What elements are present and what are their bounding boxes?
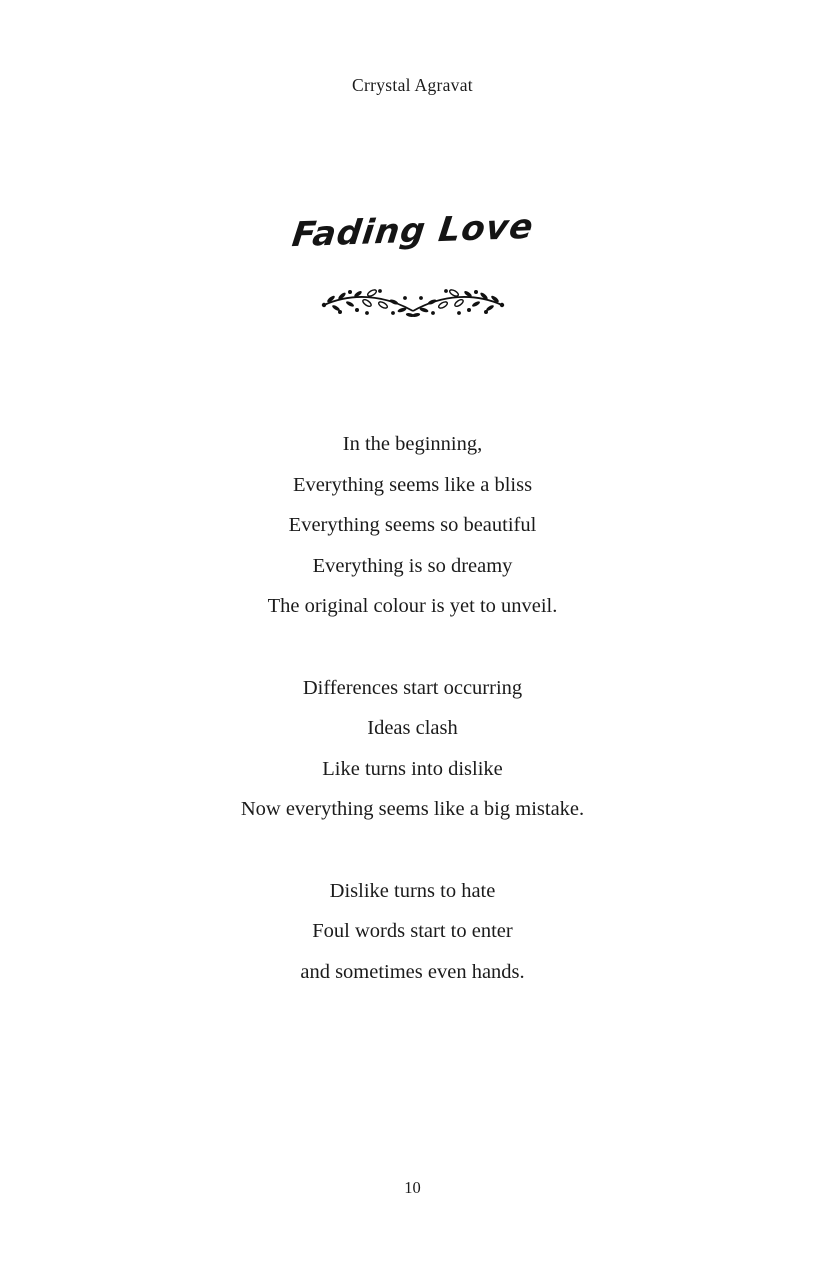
poem-line: Now everything seems like a big mistake. — [240, 798, 585, 821]
poem-line: Everything seems so beautiful — [288, 514, 537, 537]
poem-line: Differences start occurring — [302, 676, 523, 699]
poem-line: Everything is so dreamy — [312, 554, 513, 577]
poem — [0, 424, 825, 992]
poem-line: In the beginning, — [342, 433, 483, 455]
poem-stanza-3 — [0, 871, 825, 993]
poem-line: Dislike turns to hate — [329, 879, 496, 902]
poem-line: Like turns into dislike — [322, 757, 503, 780]
poem-line: and sometimes even hands. — [300, 960, 525, 983]
poem-stanza-1 — [0, 424, 825, 627]
poem-line: The original colour is yet to unveil. — [267, 595, 558, 618]
page-number: 10 — [404, 1178, 421, 1197]
poem-line: Foul words start to enter — [312, 920, 513, 943]
poem-line: Everything seems like a bliss — [292, 473, 533, 496]
floral-vine-divider-icon — [317, 286, 509, 327]
author-header: Crrystal Agravat — [352, 75, 473, 95]
poem-line: Ideas clash — [367, 717, 458, 740]
poem-title-text: Fading Love — [289, 206, 536, 256]
poem-title — [0, 206, 825, 256]
poem-stanza-2 — [0, 668, 825, 830]
